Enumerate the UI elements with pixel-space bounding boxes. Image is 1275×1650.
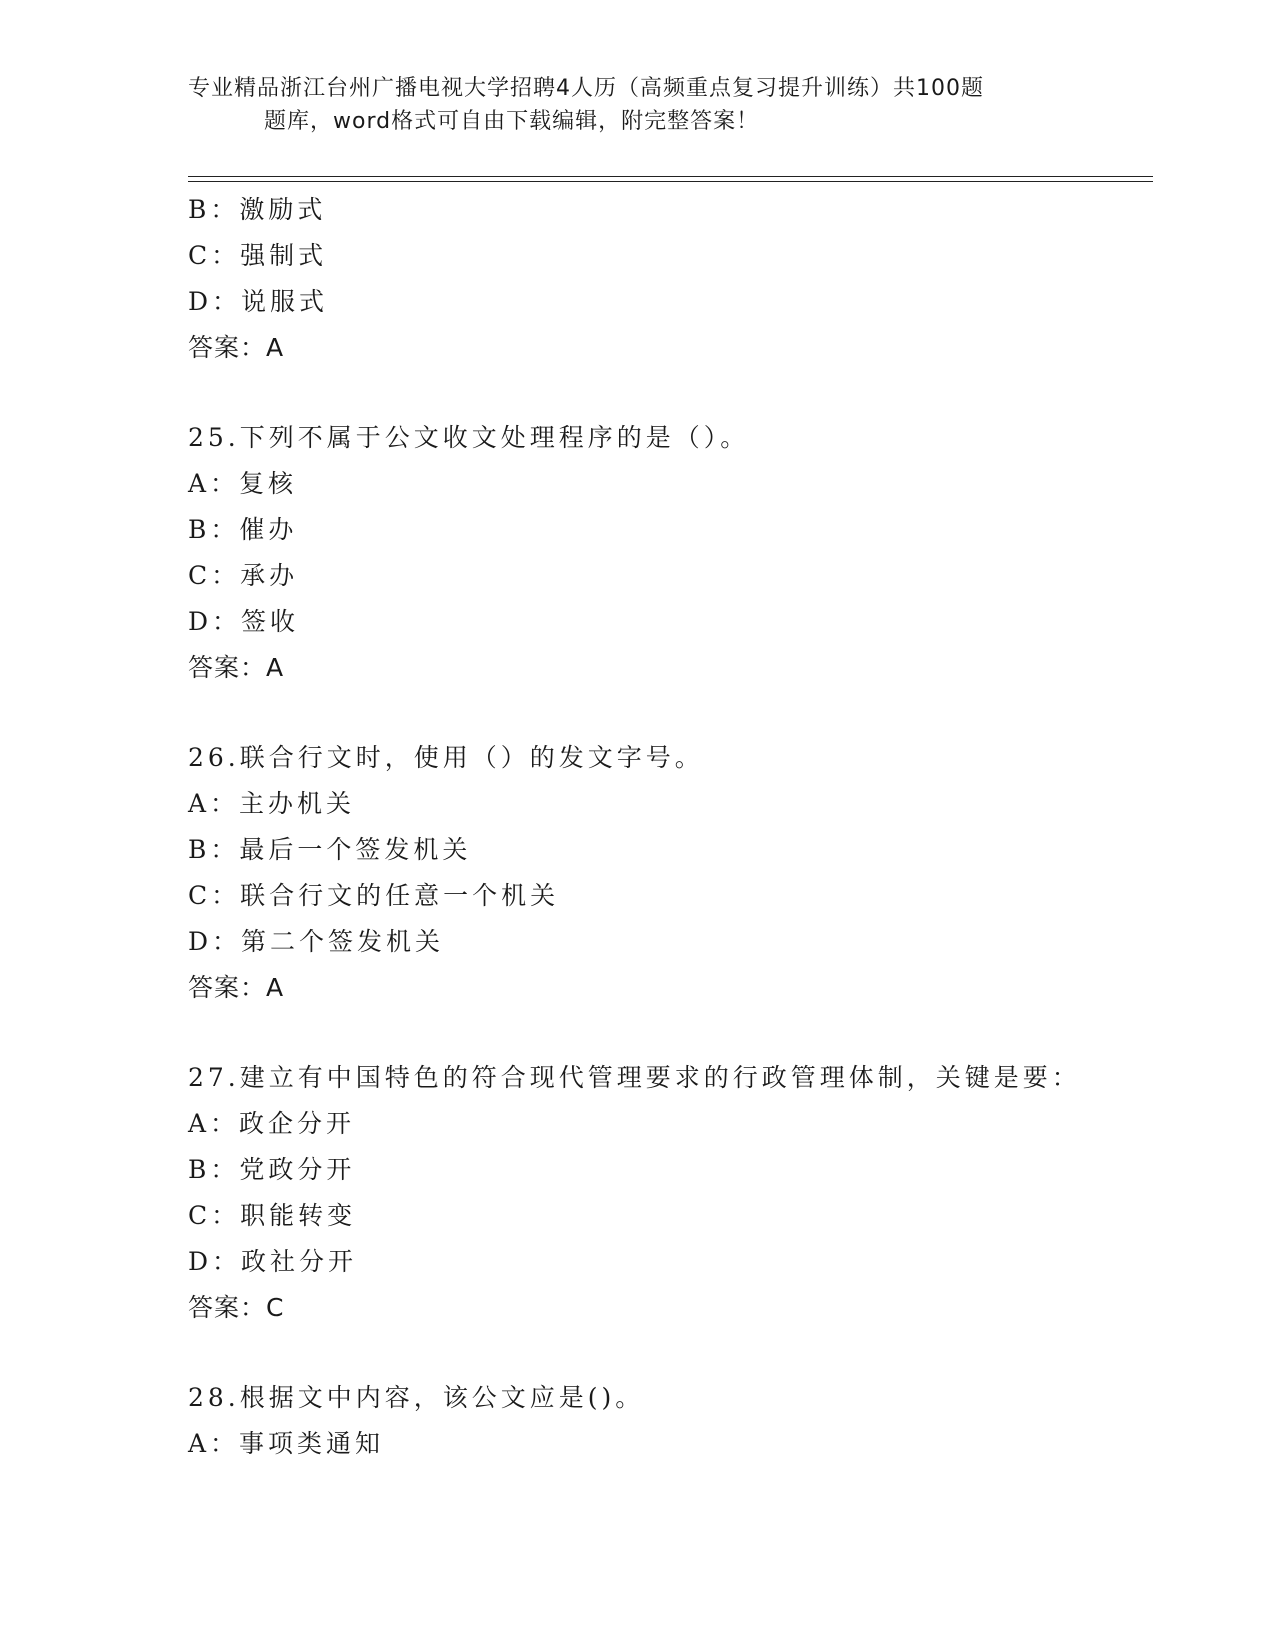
option-d: D：第二个签发机关 bbox=[188, 927, 445, 956]
option-a: A：事项类通知 bbox=[188, 1429, 385, 1458]
document-title-line-1: 专业精品浙江台州广播电视大学招聘4人历（高频重点复习提升训练）共100题 bbox=[188, 76, 984, 101]
question-content bbox=[188, 187, 1153, 1467]
option-a: A：复核 bbox=[188, 469, 298, 498]
answer-line: 答案：A bbox=[188, 973, 285, 1002]
question-24-continuation bbox=[188, 187, 1153, 371]
option-b: B：激励式 bbox=[188, 195, 327, 224]
answer-line: 答案：C bbox=[188, 1293, 285, 1322]
question-26 bbox=[188, 735, 1153, 1011]
option-c: C：强制式 bbox=[188, 241, 328, 270]
answer-line: 答案：A bbox=[188, 653, 285, 682]
option-a: A：主办机关 bbox=[188, 789, 356, 818]
header-rule-bottom bbox=[188, 181, 1153, 182]
option-d: D：说服式 bbox=[188, 287, 329, 316]
option-d: D：政社分开 bbox=[188, 1247, 358, 1276]
answer-line: 答案：A bbox=[188, 333, 285, 362]
question-stem: 26.联合行文时，使用（）的发文字号。 bbox=[188, 743, 704, 772]
question-stem: 28.根据文中内容，该公文应是()。 bbox=[188, 1383, 645, 1412]
question-stem: 27.建立有中国特色的符合现代管理要求的行政管理体制，关键是要： bbox=[188, 1063, 1081, 1092]
option-b: B：最后一个签发机关 bbox=[188, 835, 472, 864]
option-c: C：联合行文的任意一个机关 bbox=[188, 881, 560, 910]
option-b: B：催办 bbox=[188, 515, 298, 544]
option-b: B：党政分开 bbox=[188, 1155, 356, 1184]
header-rule-top bbox=[188, 176, 1153, 177]
question-25 bbox=[188, 415, 1153, 691]
option-c: C：职能转变 bbox=[188, 1201, 357, 1230]
option-d: D：签收 bbox=[188, 607, 300, 636]
question-stem: 25.下列不属于公文收文处理程序的是（）。 bbox=[188, 423, 750, 452]
page-header bbox=[188, 72, 1068, 138]
option-c: C：承办 bbox=[188, 561, 299, 590]
question-27 bbox=[188, 1055, 1153, 1331]
document-title-line-2: 题库，word格式可自由下载编辑，附完整答案！ bbox=[264, 109, 760, 134]
option-a: A：政企分开 bbox=[188, 1109, 356, 1138]
question-28 bbox=[188, 1375, 1153, 1467]
